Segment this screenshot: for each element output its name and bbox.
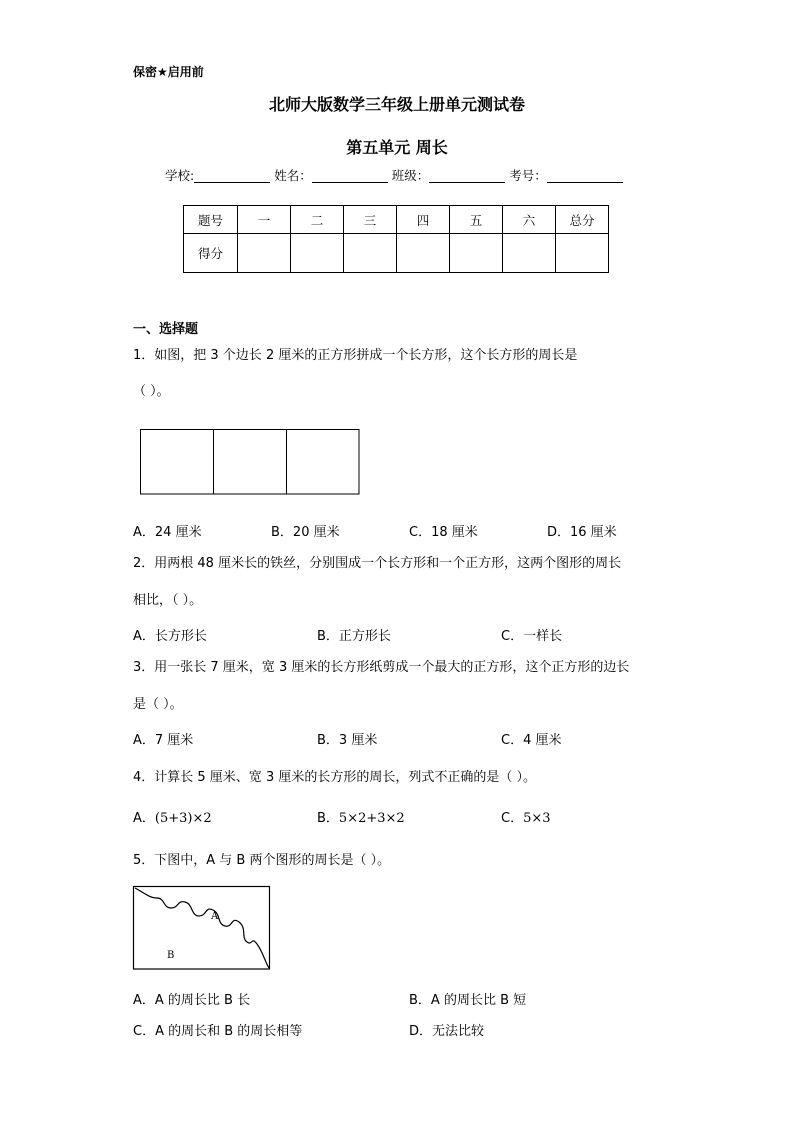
school-label: 学校:	[165, 168, 195, 183]
header-cell-6: 六	[503, 206, 556, 234]
q4-option-a-expr: (5+3)×2	[154, 811, 212, 826]
question-1-stem: 1．如图，把 3 个边长 2 厘米的正方形拼成一个长方形，这个长方形的周长是	[133, 348, 578, 363]
class-label: 班级：	[391, 168, 430, 183]
q4-option-b-expr: 5×2+3×2	[338, 811, 405, 826]
name-blank[interactable]	[312, 168, 388, 183]
score-table-score-row	[184, 234, 609, 273]
three-squares-figure	[140, 429, 360, 495]
score-cell[interactable]	[556, 234, 609, 273]
question-1-stem-cont: （ ）。	[133, 384, 170, 399]
student-info-line	[165, 166, 623, 184]
q3-option-a[interactable]: A．7 厘米	[133, 733, 194, 748]
q5-option-b[interactable]: B．A 的周长比 B 短	[409, 993, 527, 1008]
q4-option-c-expr: 5×3	[523, 811, 551, 826]
q2-option-b[interactable]: B．正方形长	[317, 629, 391, 644]
exam-number-label: 考号：	[509, 168, 547, 183]
score-cell[interactable]	[397, 234, 450, 273]
confidential-label: 保密★启用前	[133, 65, 204, 79]
class-blank[interactable]	[429, 168, 505, 183]
question-2-stem: 2．用两根 48 厘米长的铁丝，分别围成一个长方形和一个正方形，这两个图形的周长	[133, 556, 622, 571]
q3-option-c[interactable]: C．4 厘米	[501, 733, 562, 748]
question-2-stem-cont: 相比，（ ）。	[133, 593, 203, 608]
q5-option-d[interactable]: D．无法比较	[409, 1024, 485, 1039]
q2-option-a[interactable]: A．长方形长	[133, 629, 207, 644]
exam-number-blank[interactable]	[547, 168, 623, 183]
q1-option-c[interactable]: C．18 厘米	[409, 525, 478, 540]
q4-option-c-letter: C．	[501, 811, 524, 826]
q4-option-a[interactable]	[133, 807, 212, 826]
section-title: 一、选择题	[133, 322, 199, 337]
wavy-rectangle-figure	[133, 886, 270, 970]
wavy-divider	[135, 888, 269, 968]
square-3	[287, 430, 360, 495]
q1-option-d[interactable]: D．16 厘米	[547, 525, 617, 540]
q5-option-c[interactable]: C．A 的周长和 B 的周长相等	[133, 1024, 303, 1039]
unit-title: 第五单元 周长	[346, 138, 448, 157]
header-cell-5: 五	[450, 206, 503, 234]
score-cell[interactable]	[238, 234, 291, 273]
q2-option-c[interactable]: C．一样长	[501, 629, 563, 644]
header-cell-4: 四	[397, 206, 450, 234]
header-cell-3: 三	[344, 206, 397, 234]
score-table	[183, 205, 609, 273]
question-3-stem: 3．用一张长 7 厘米，宽 3 厘米的长方形纸剪成一个最大的正方形，这个正方形的边长	[133, 660, 630, 675]
q1-option-a[interactable]: A．24 厘米	[133, 525, 202, 540]
square-2	[214, 430, 287, 495]
question-3-stem-cont: 是（ ）。	[133, 697, 183, 712]
header-cell-2: 二	[291, 206, 344, 234]
header-cell-total: 总分	[556, 206, 609, 234]
q3-option-b[interactable]: B．3 厘米	[317, 733, 378, 748]
q4-option-a-letter: A．	[133, 811, 155, 826]
header-cell-1: 一	[238, 206, 291, 234]
region-b-label: B	[167, 950, 175, 961]
square-1	[141, 430, 214, 495]
figure-outline	[134, 887, 270, 970]
score-cell[interactable]	[503, 234, 556, 273]
score-cell[interactable]	[450, 234, 503, 273]
name-label: 姓名：	[274, 168, 312, 183]
question-4-stem: 4．计算长 5 厘米、宽 3 厘米的长方形的周长，列式不正确的是（ ）。	[133, 770, 536, 785]
exam-title: 北师大版数学三年级上册单元测试卷	[268, 95, 525, 114]
q5-option-a[interactable]: A．A 的周长比 B 长	[133, 993, 251, 1008]
score-cell[interactable]	[344, 234, 397, 273]
region-a-label: A	[211, 911, 219, 922]
header-cell-number: 题号	[184, 206, 238, 234]
score-table-header-row	[184, 206, 609, 234]
score-cell[interactable]	[291, 234, 344, 273]
q4-option-b-letter: B．	[317, 811, 339, 826]
school-blank[interactable]	[194, 168, 270, 183]
q1-option-b[interactable]: B．20 厘米	[271, 525, 340, 540]
q4-option-b[interactable]	[317, 807, 405, 826]
q4-option-c[interactable]	[501, 807, 551, 826]
question-5-stem: 5．下图中，A 与 B 两个图形的周长是（ ）。	[133, 853, 391, 868]
score-row-label: 得分	[184, 234, 238, 273]
